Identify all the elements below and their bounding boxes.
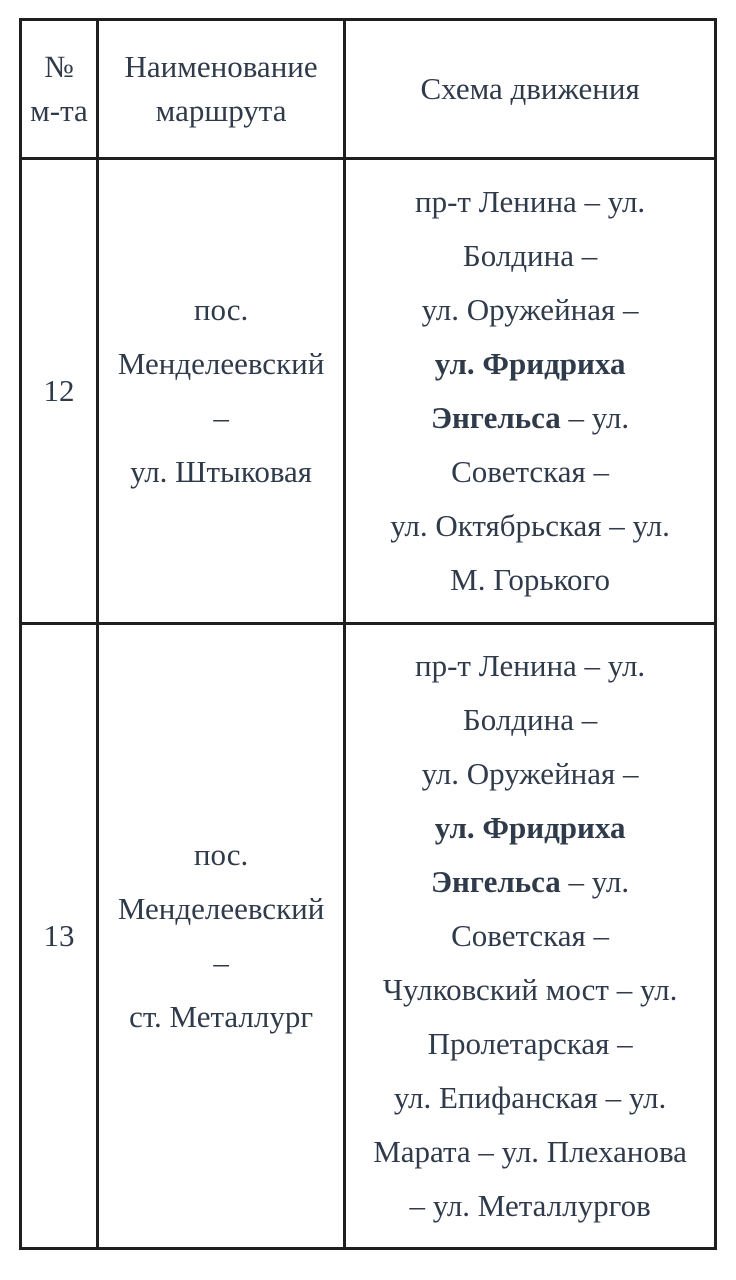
table-row [21,159,716,624]
route-scheme-part-2: – ул. Советская – Чулковский мост – ул. Пролетарская – ул. Епифанская – ул. Марата – ул. Плеханова – ул. Металлургов [373,864,687,1223]
header-route-number-label: № м-та [30,49,88,128]
route-scheme [346,639,714,1233]
route-number: 13 [43,918,75,953]
header-route-scheme-label: Схема движения [420,71,640,106]
route-scheme-part-1: пр-т Ленина – ул. Болдина – ул. Оружейная – [415,648,646,791]
header-route-name-label: Наименование маршрута [124,49,318,128]
route-name-cell [97,159,344,624]
route-scheme-cell [345,159,716,624]
route-scheme-cell [345,624,716,1249]
route-scheme-bold-street: ул. Фридриха Энгельса [431,346,626,435]
header-route-scheme [345,20,716,159]
header-route-number [21,20,98,159]
route-name-cell [97,624,344,1249]
route-name: пос. Менделеевский – ст. Металлург [117,837,325,1034]
route-number-cell [21,159,98,624]
route-number-cell [21,624,98,1249]
table-header-row [21,20,716,159]
route-scheme-bold-street: ул. Фридриха Энгельса [431,810,626,899]
table-row [21,624,716,1249]
route-table [19,18,717,1250]
route-name: пос. Менделеевский – ул. Штыковая [117,292,325,489]
route-scheme [346,175,714,607]
header-route-name [97,20,344,159]
route-scheme-part-1: пр-т Ленина – ул. Болдина – ул. Оружейная – [415,184,646,327]
route-scheme-part-2: – ул. Советская – ул. Октябрьская – ул. М. Горького [390,400,670,597]
route-number: 12 [43,373,75,408]
